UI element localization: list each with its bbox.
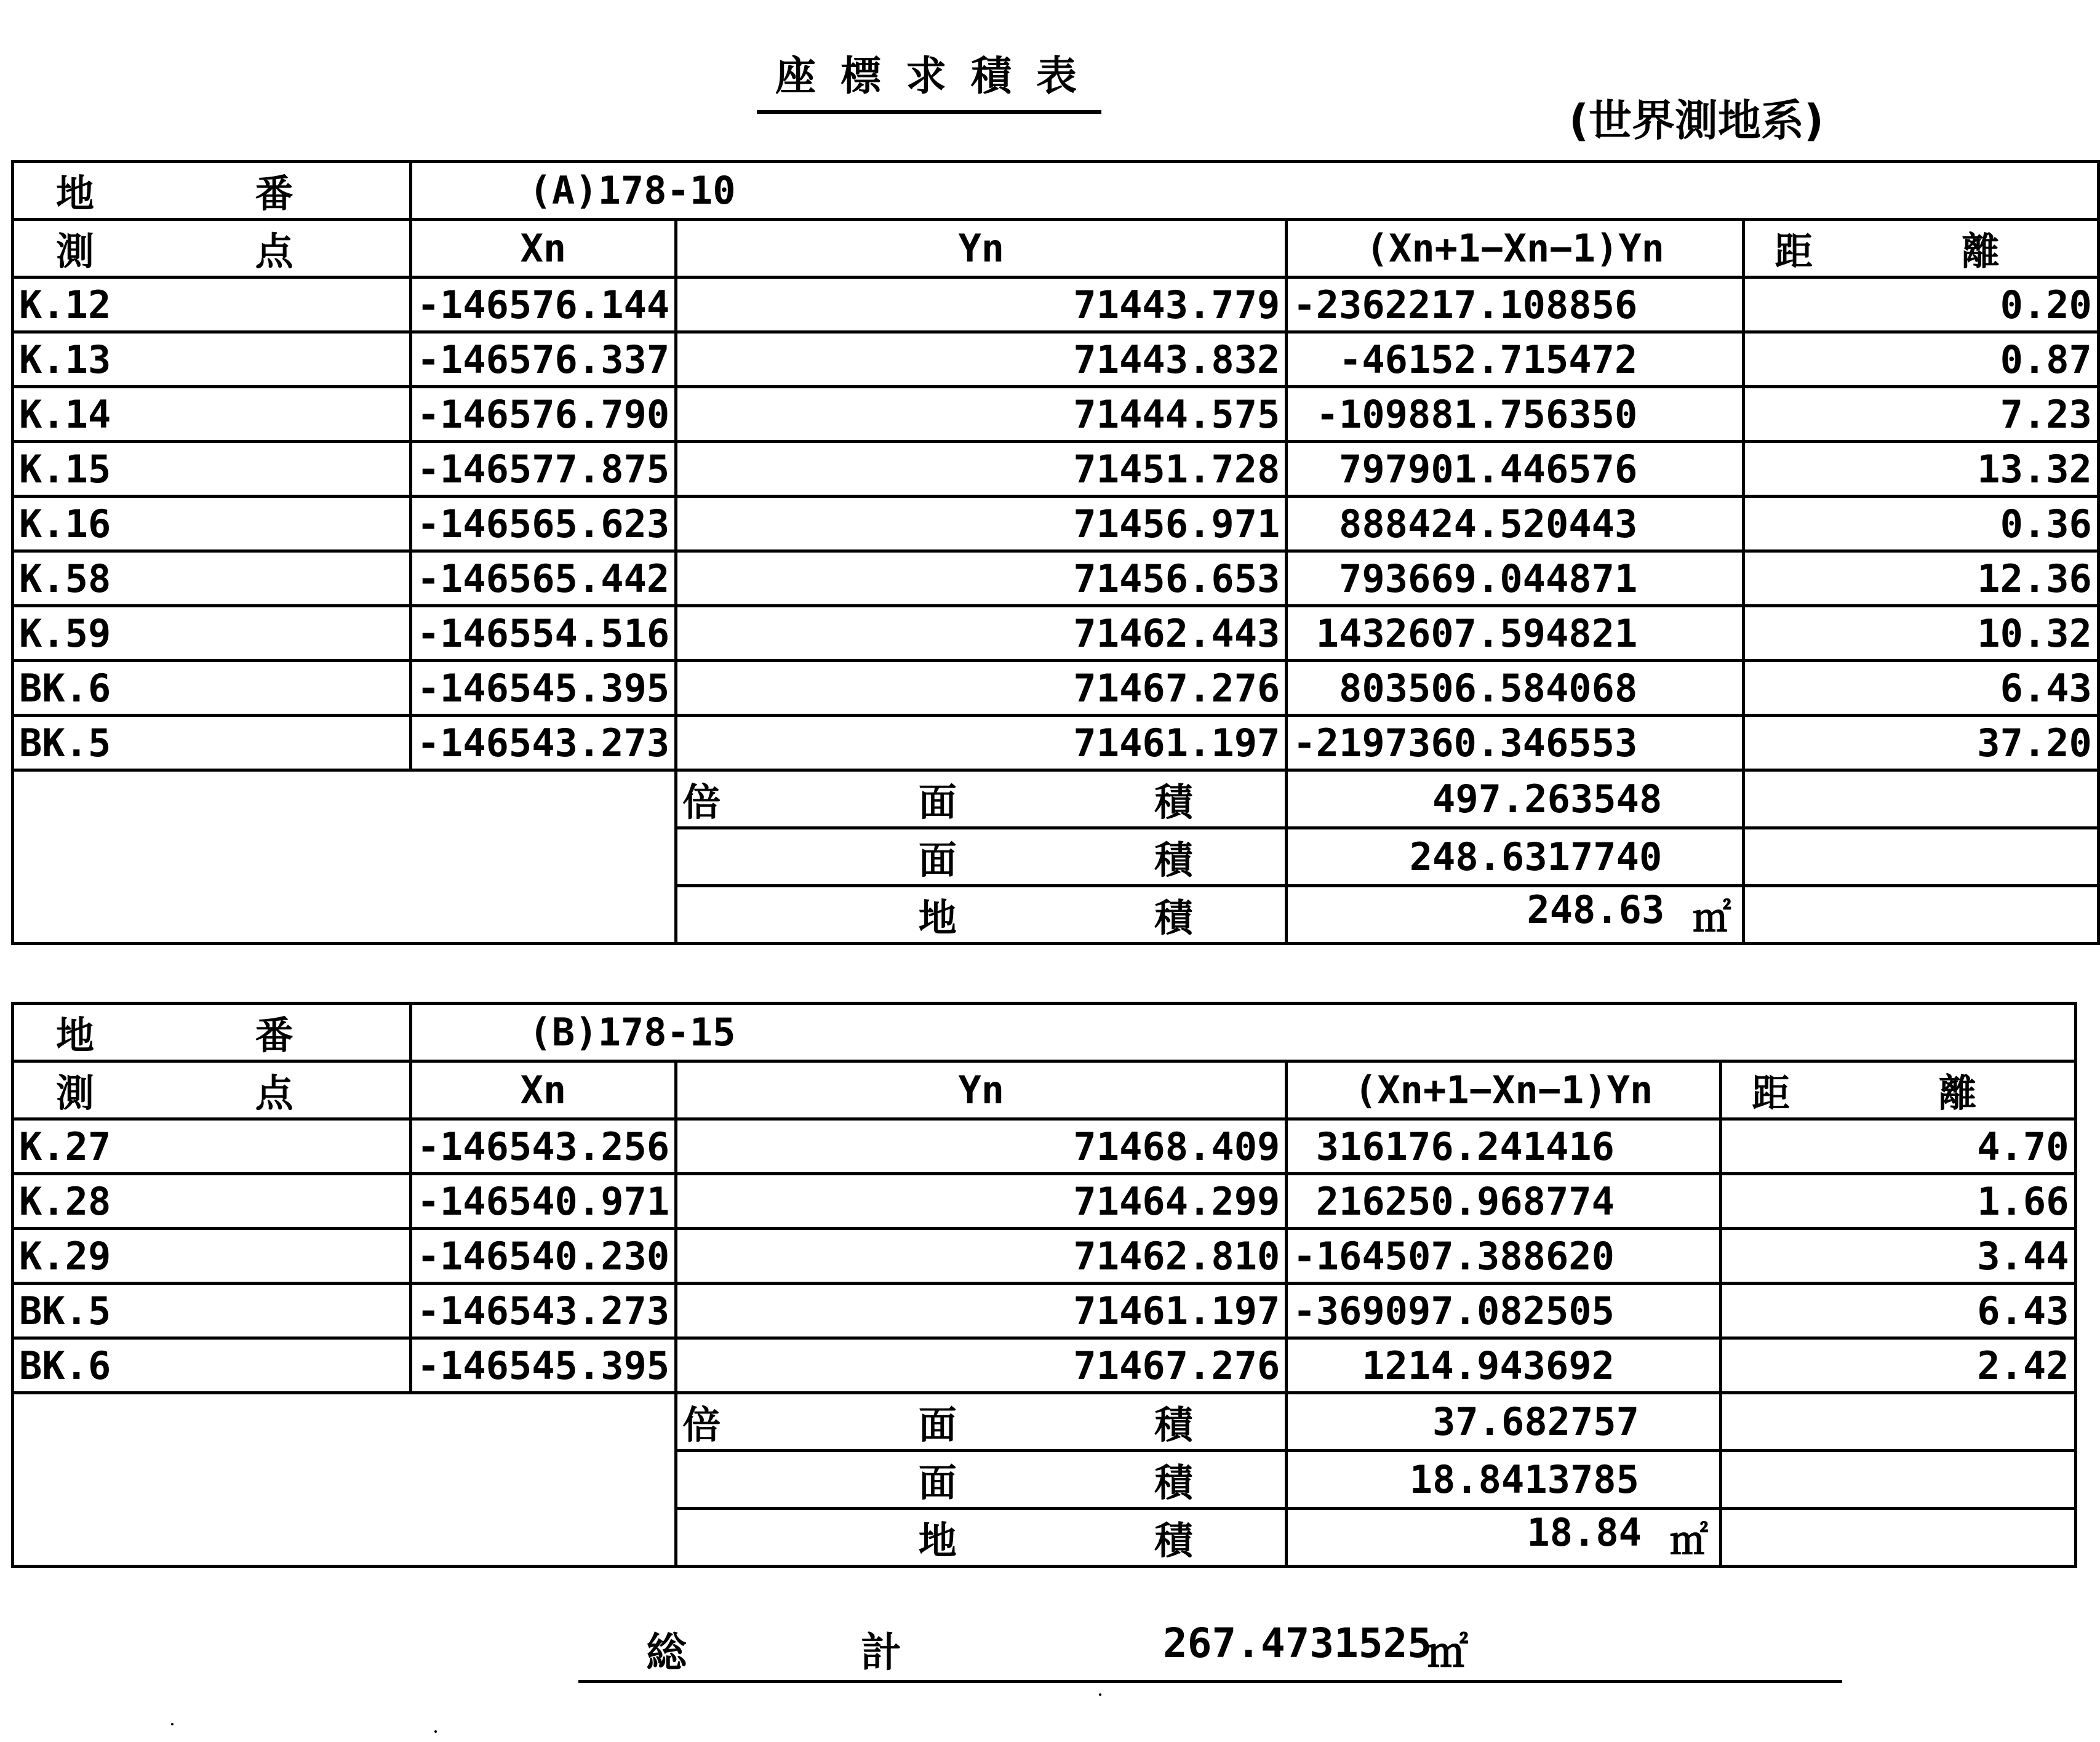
total-label: 総 計 — [646, 1629, 981, 1676]
distance-header — [1720, 1061, 2075, 1119]
survey-point: K.28 — [13, 1174, 411, 1229]
parcel-row — [13, 1004, 2076, 1061]
area-unit: ㎡ — [1693, 895, 1731, 940]
y-coordinate: 71451.728 — [676, 442, 1287, 497]
total-area-row — [578, 1612, 1842, 1683]
distance-value: 7.23 — [1744, 387, 2099, 442]
survey-point: BK.6 — [13, 1338, 411, 1393]
table-row — [13, 1119, 2076, 1174]
distance-value: 6.43 — [1720, 1284, 2075, 1338]
double-area-value — [1287, 1393, 1721, 1451]
table-row — [13, 716, 2099, 770]
x-coordinate: -146554.516 — [410, 606, 676, 661]
product-value: -164507.388620 — [1287, 1229, 1721, 1284]
x-coordinate: -146543.273 — [410, 716, 676, 770]
area-unit: ㎡ — [1669, 1518, 1708, 1563]
distance-value: 1.66 — [1720, 1174, 2075, 1229]
coordinate-table-b — [11, 1002, 2077, 1568]
area-number: 18.8413785 — [1409, 1457, 1639, 1502]
distance-value: 0.36 — [1744, 497, 2099, 551]
formula-header: (Xn+1−Xn−1)Yn — [1287, 1061, 1721, 1119]
product-value: 793669.044871 — [1287, 551, 1744, 606]
product-value: 216250.968774 — [1287, 1174, 1721, 1229]
table-row — [13, 661, 2099, 716]
parcel-number: (A)178-10 — [410, 162, 2098, 220]
distance-header — [1744, 220, 2099, 278]
distance-header-text: 距 離 — [1751, 1071, 2045, 1116]
document-title-wrap — [714, 43, 1144, 114]
parcel-row — [13, 162, 2099, 220]
land-area-number: 248.63 — [1527, 887, 1665, 932]
table-row — [13, 606, 2099, 661]
distance-value: 10.32 — [1744, 606, 2099, 661]
table-row — [13, 387, 2099, 442]
survey-point: BK.6 — [13, 661, 411, 716]
survey-point: BK.5 — [13, 716, 411, 770]
product-value: 1432607.594821 — [1287, 606, 1744, 661]
y-coordinate: 71467.276 — [676, 1338, 1287, 1393]
table-row — [13, 332, 2099, 387]
survey-point: K.29 — [13, 1229, 411, 1284]
distance-value: 13.32 — [1744, 442, 2099, 497]
product-value: -109881.756350 — [1287, 387, 1744, 442]
yn-header: Yn — [676, 1061, 1287, 1119]
y-coordinate: 71467.276 — [676, 661, 1287, 716]
product-value: 803506.584068 — [1287, 661, 1744, 716]
survey-point: K.15 — [13, 442, 411, 497]
point-label-text: 測 点 — [56, 1071, 367, 1116]
product-value: 1214.943692 — [1287, 1338, 1721, 1393]
product-value: -2197360.346553 — [1287, 716, 1744, 770]
document-title: 座標求積表 — [757, 43, 1101, 114]
y-coordinate: 71443.832 — [676, 332, 1287, 387]
parcel-label-text: 地 番 — [56, 1013, 367, 1058]
summary-distance-blank — [1744, 828, 2099, 886]
area-value — [1287, 1451, 1721, 1509]
blank-summary-cell — [13, 770, 676, 944]
parcel-label — [13, 1004, 411, 1061]
total-unit: ㎡ — [1427, 1629, 1468, 1676]
parcel-number: (B)178-15 — [410, 1004, 2075, 1061]
y-coordinate: 71462.810 — [676, 1229, 1287, 1284]
distance-value: 4.70 — [1720, 1119, 2075, 1174]
scan-speck — [1099, 1693, 1101, 1696]
table-row — [13, 551, 2099, 606]
xn-header: Xn — [410, 220, 676, 278]
survey-point: K.58 — [13, 551, 411, 606]
area-label: 面 積 — [676, 828, 1287, 886]
table-row — [13, 1229, 2076, 1284]
x-coordinate: -146576.144 — [410, 278, 676, 332]
distance-header-text: 距 離 — [1775, 229, 2067, 274]
double-area-number: 497.263548 — [1432, 777, 1663, 821]
double-area-label: 倍 面 積 — [676, 1393, 1287, 1451]
xn-header: Xn — [410, 1061, 676, 1119]
coordinate-table-a — [11, 160, 2100, 945]
y-coordinate: 71462.443 — [676, 606, 1287, 661]
summary-distance-blank — [1720, 1393, 2075, 1451]
table-row — [13, 278, 2099, 332]
product-value: 888424.520443 — [1287, 497, 1744, 551]
land-area-number: 18.84 — [1527, 1510, 1642, 1555]
x-coordinate: -146577.875 — [410, 442, 676, 497]
table-row — [13, 1174, 2076, 1229]
table-row — [13, 1284, 2076, 1338]
point-label-text: 測 点 — [56, 229, 367, 274]
survey-point: K.14 — [13, 387, 411, 442]
product-value: -2362217.108856 — [1287, 278, 1744, 332]
blank-summary-cell — [13, 1393, 676, 1567]
product-value: -369097.082505 — [1287, 1284, 1721, 1338]
x-coordinate: -146576.337 — [410, 332, 676, 387]
x-coordinate: -146576.790 — [410, 387, 676, 442]
point-label — [13, 1061, 411, 1119]
survey-point: K.27 — [13, 1119, 411, 1174]
x-coordinate: -146565.442 — [410, 551, 676, 606]
y-coordinate: 71461.197 — [676, 716, 1287, 770]
yn-header: Yn — [676, 220, 1287, 278]
table-row — [13, 497, 2099, 551]
product-value: 797901.446576 — [1287, 442, 1744, 497]
distance-value: 0.87 — [1744, 332, 2099, 387]
summary-distance-blank — [1720, 1509, 2075, 1567]
double-area-row — [13, 770, 2099, 828]
column-header-row — [13, 220, 2099, 278]
distance-value: 0.20 — [1744, 278, 2099, 332]
x-coordinate: -146540.230 — [410, 1229, 676, 1284]
y-coordinate: 71464.299 — [676, 1174, 1287, 1229]
geodetic-system-label: (世界測地系) — [1569, 95, 1824, 146]
survey-point: K.59 — [13, 606, 411, 661]
survey-point: K.16 — [13, 497, 411, 551]
x-coordinate: -146543.273 — [410, 1284, 676, 1338]
summary-distance-blank — [1720, 1451, 2075, 1509]
double-area-row — [13, 1393, 2076, 1451]
distance-value: 3.44 — [1720, 1229, 2075, 1284]
area-value — [1287, 828, 1744, 886]
survey-point: BK.5 — [13, 1284, 411, 1338]
y-coordinate: 71456.971 — [676, 497, 1287, 551]
area-number: 248.6317740 — [1409, 834, 1663, 879]
x-coordinate: -146540.971 — [410, 1174, 676, 1229]
column-header-row — [13, 1061, 2076, 1119]
x-coordinate: -146565.623 — [410, 497, 676, 551]
y-coordinate: 71444.575 — [676, 387, 1287, 442]
summary-distance-blank — [1744, 886, 2099, 944]
summary-distance-blank — [1744, 770, 2099, 828]
point-label — [13, 220, 411, 278]
distance-value: 12.36 — [1744, 551, 2099, 606]
survey-point: K.12 — [13, 278, 411, 332]
area-label: 面 積 — [676, 1451, 1287, 1509]
land-area-value — [1287, 886, 1744, 944]
y-coordinate: 71468.409 — [676, 1119, 1287, 1174]
double-area-number: 37.682757 — [1432, 1399, 1639, 1444]
x-coordinate: -146545.395 — [410, 1338, 676, 1393]
land-area-value — [1287, 1509, 1721, 1567]
product-value: 316176.241416 — [1287, 1119, 1721, 1174]
survey-point: K.13 — [13, 332, 411, 387]
x-coordinate: -146543.256 — [410, 1119, 676, 1174]
land-area-label: 地 積 — [676, 886, 1287, 944]
formula-header: (Xn+1−Xn−1)Yn — [1287, 220, 1744, 278]
y-coordinate: 71456.653 — [676, 551, 1287, 606]
double-area-value — [1287, 770, 1744, 828]
scan-speck — [434, 1730, 437, 1733]
distance-value: 37.20 — [1744, 716, 2099, 770]
y-coordinate: 71443.779 — [676, 278, 1287, 332]
distance-value: 2.42 — [1720, 1338, 2075, 1393]
total-value: 267.4731525 — [1163, 1620, 1432, 1667]
double-area-label: 倍 面 積 — [676, 770, 1287, 828]
table-row — [13, 1338, 2076, 1393]
land-area-label: 地 積 — [676, 1509, 1287, 1567]
distance-value: 6.43 — [1744, 661, 2099, 716]
y-coordinate: 71461.197 — [676, 1284, 1287, 1338]
parcel-label — [13, 162, 411, 220]
scan-speck — [171, 1723, 174, 1725]
table-row — [13, 442, 2099, 497]
parcel-label-text: 地 番 — [56, 171, 367, 216]
product-value: -46152.715472 — [1287, 332, 1744, 387]
x-coordinate: -146545.395 — [410, 661, 676, 716]
